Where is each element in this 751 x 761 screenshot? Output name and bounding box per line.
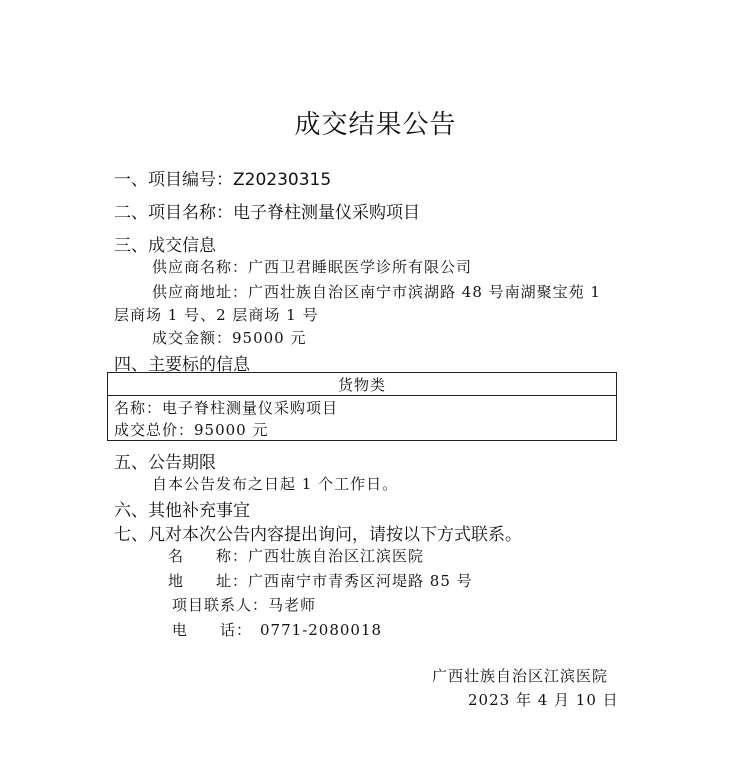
contact-address-value: 广西南宁市青秀区河堤路 85 号 — [248, 572, 473, 590]
supplier-address-line1: 供应商地址：广西壮族自治区南宁市滨湖路 48 号南湖聚宝苑 1 — [152, 283, 601, 301]
goods-item-name: 名称：电子脊柱测量仪采购项目 — [108, 396, 617, 419]
contact-name-row — [168, 545, 424, 566]
section-notice-period: 五、公告期限 — [114, 453, 216, 473]
section-deal-info: 三、成交信息 — [114, 236, 216, 256]
contact-phone-row — [172, 619, 382, 640]
section-project-number: 一、项目编号：Z20230315 — [114, 170, 332, 190]
section-main-items: 四、主要标的信息 — [114, 355, 250, 375]
contact-address-row — [168, 570, 473, 591]
goods-total-price: 成交总价：95000 元 — [108, 418, 617, 441]
contact-address-label: 地 址： — [168, 572, 249, 590]
signature-org: 广西壮族自治区江滨医院 — [432, 667, 609, 685]
notice-period-text: 自本公告发布之日起 1 个工作日。 — [152, 475, 399, 493]
section-project-name: 二、项目名称：电子脊柱测量仪采购项目 — [114, 203, 420, 223]
supplier-address-line2: 层商场 1 号、2 层商场 1 号 — [114, 306, 319, 324]
contact-name-label: 名 称： — [168, 547, 249, 565]
section-other-matters: 六、其他补充事宜 — [114, 501, 250, 521]
contact-phone-value: 0771-2080018 — [260, 621, 383, 639]
contact-person: 项目联系人：马老师 — [172, 596, 317, 614]
contact-name-value: 广西壮族自治区江滨医院 — [248, 547, 425, 565]
section-contact: 七、凡对本次公告内容提出询问，请按以下方式联系。 — [114, 525, 522, 545]
contact-phone-label: 电 话： — [172, 621, 253, 639]
deal-amount: 成交金额：95000 元 — [152, 329, 307, 347]
goods-table-header: 货物类 — [108, 373, 617, 396]
supplier-name: 供应商名称：广西卫君睡眠医学诊所有限公司 — [152, 258, 473, 276]
signature-date: 2023 年 4 月 10 日 — [468, 691, 619, 709]
goods-table — [107, 372, 617, 441]
page-title: 成交结果公告 — [294, 110, 457, 140]
